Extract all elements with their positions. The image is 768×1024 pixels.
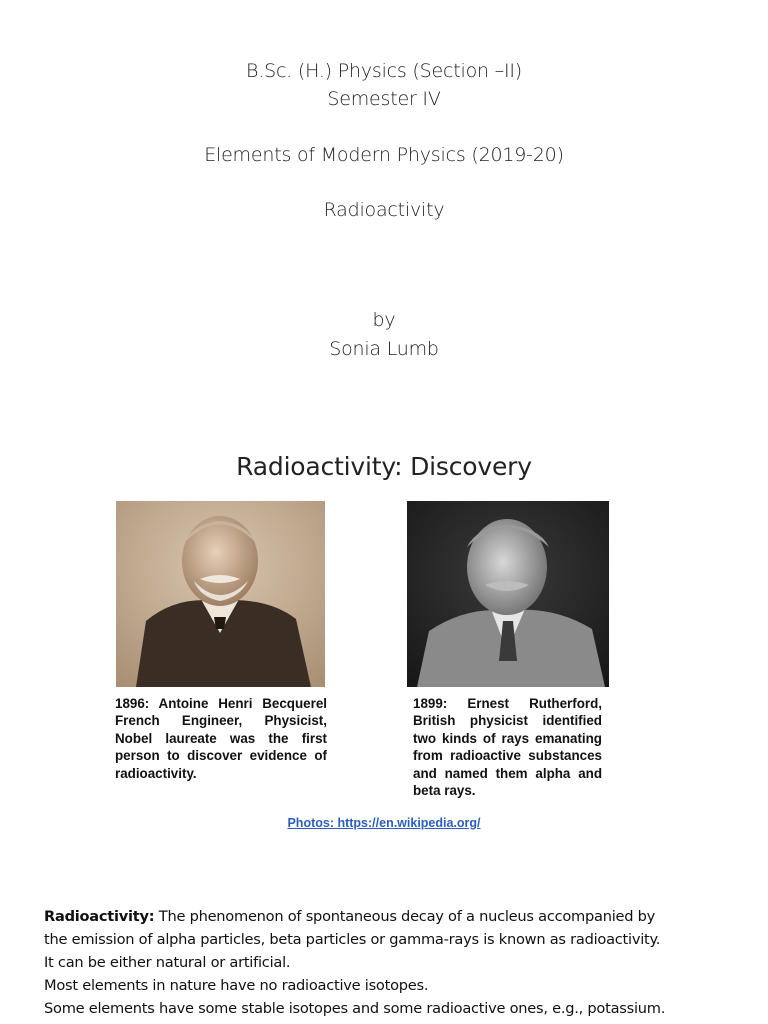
- definition-line-5: Some elements have some stable isotopes and some radioactive ones, e.g., potassium.: [44, 1000, 666, 1017]
- definition-line-4: Most elements in nature have no radioactive isotopes.: [44, 977, 429, 994]
- by-label: by: [372, 309, 396, 331]
- definition-line-2: the emission of alpha particles, beta particles or gamma-rays is known as radioactivity.: [44, 931, 661, 948]
- becquerel-portrait: [116, 501, 325, 687]
- definition-term: Radioactivity:: [44, 908, 155, 925]
- becquerel-caption: 1896: Antoine Henri Becquerel French Engineer, Physicist, Nobel laureate was the first person to discover evidence of radioactivity.: [115, 696, 327, 781]
- author-name: Sonia Lumb: [329, 338, 439, 360]
- radioactivity-definition: [44, 905, 734, 1020]
- definition-line-1: [44, 905, 734, 928]
- discovery-title: Radioactivity: Discovery: [236, 452, 532, 481]
- rutherford-portrait: [407, 501, 609, 687]
- paper-title: Elements of Modern Physics (2019-20): [204, 144, 564, 166]
- semester-line: Semester IV: [327, 88, 441, 110]
- photo-credit-link[interactable]: Photos: https://en.wikipedia.org/: [287, 816, 481, 830]
- course-line: B.Sc. (H.) Physics (Section –II): [246, 60, 522, 82]
- rutherford-caption: 1899: Ernest Rutherford, British physicist identified two kinds of rays emanating from radioactive substances and named them alpha and beta rays.: [413, 696, 602, 799]
- title-slide: [0, 0, 768, 430]
- definition-text: The phenomenon of spontaneous decay of a nucleus accompanied by: [158, 908, 656, 925]
- topic-title: Radioactivity: [323, 199, 445, 221]
- definition-line-3: It can be either natural or artificial.: [44, 954, 291, 971]
